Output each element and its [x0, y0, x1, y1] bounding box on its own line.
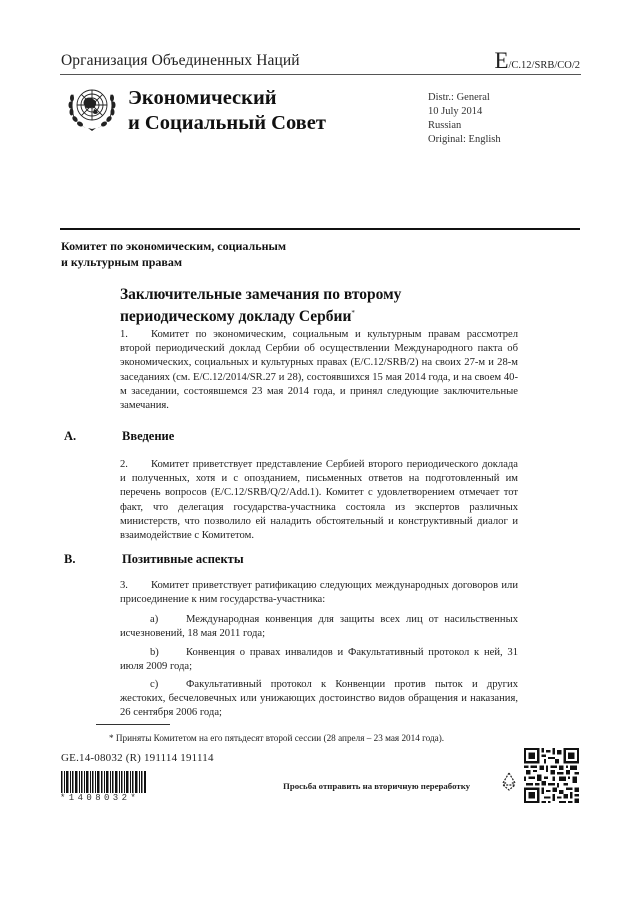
subparagraph-label: a) [150, 614, 159, 625]
section-title: Введение [122, 429, 175, 443]
recycle-icon [498, 770, 520, 792]
paragraph-number: 3. [120, 580, 128, 591]
job-number: GE.14-08032 (R) 191114 191114 [61, 752, 214, 764]
title-line-2: периодическому докладу Сербии [120, 308, 352, 326]
symbol-code: /C.12/SRB/CO/2 [508, 60, 580, 71]
paragraph-1 [120, 328, 518, 413]
symbol-letter: E [494, 48, 509, 73]
footnote-rule [96, 724, 170, 725]
barcode-number: *1408032* [60, 793, 140, 803]
paragraph-3c [120, 678, 518, 721]
paragraph-text: Комитет приветствует ратификацию следующих международных договоров или присоединение к ним государства-участника: [120, 580, 518, 606]
paragraph-3 [120, 579, 518, 607]
recycle-notice: Просьба отправить на вторичную переработку [283, 781, 471, 791]
section-letter: A. [64, 429, 77, 443]
distribution-type: Distr.: General [428, 92, 490, 103]
paragraph-number: 1. [120, 329, 128, 340]
paragraph-text: Комитет по экономическим, социальным и культурным правам рассмотрел второй периодический доклад Сербии об осуществлении Международного пакта об экономических, социальных и культурных правах (E/C.12/SRB/2) на своих 27-м и 28-м заседаниях (см. E/C.12/2014/SR.27 и 28), состоявшихся 15 мая 2014 года, и на своем 40-м заседании, состоявшемся 23 мая 2014 года, и принял следующие заключительные замечания. [120, 329, 518, 412]
qr-code-icon [524, 748, 579, 803]
subparagraph-label: c) [150, 679, 159, 690]
document-symbol [494, 48, 580, 74]
thick-divider [60, 228, 580, 230]
un-emblem-icon [66, 82, 118, 134]
original-language: Original: English [428, 134, 501, 145]
paragraph-3a [120, 613, 518, 641]
subparagraph-label: b) [150, 647, 159, 658]
section-heading-a [61, 429, 174, 444]
title-line-1: Заключительные замечания по второму [120, 286, 402, 303]
paragraph-2 [120, 458, 518, 543]
council-line-2: и Социальный Совет [128, 112, 326, 134]
barcode-icon [61, 771, 146, 793]
document-title [120, 285, 401, 326]
document-date: 10 July 2014 [428, 106, 483, 117]
section-heading-b [61, 552, 244, 567]
paragraph-text: Комитет приветствует представление Сербией второго периодического доклада и полученных, хотя и с опозданием, письменных ответов на подготовленный им перечень вопросов (E/C.12/SRB/Q/2/Add.1). Комитет с удовлетворением отмечает тот факт, что делегация государства-участника состояла из экспертов различных министерств, что позволило ей наладить обстоятельный и конструктивный диалог и взаимодействие с Комитетом. [120, 459, 518, 542]
organization-name: Организация Объединенных Наций [61, 52, 300, 69]
council-line-1: Экономический [128, 87, 277, 109]
section-letter: B. [64, 552, 76, 566]
distribution-block [428, 91, 501, 147]
subparagraph-text: Конвенция о правах инвалидов и Факультативный протокол к ней, 31 июля 2009 года; [120, 647, 518, 673]
document-language: Russian [428, 120, 462, 131]
paragraph-number: 2. [120, 459, 128, 470]
footnote: * Приняты Комитетом на его пятьдесят второй сессии (28 апреля – 23 мая 2014 года). [109, 733, 445, 743]
section-title: Позитивные аспекты [122, 552, 244, 566]
committee-name [61, 238, 286, 270]
committee-line-1: Комитет по экономическим, социальным [61, 239, 287, 253]
subparagraph-text: Международная конвенция для защиты всех лиц от насильственных исчезновений, 18 мая 2011 года; [120, 614, 518, 640]
paragraph-3b [120, 646, 518, 674]
title-footnote-marker: * [351, 309, 355, 317]
committee-line-2: и культурным правам [61, 255, 183, 269]
subparagraph-text: Факультативный протокол к Конвенции против пыток и других жестоких, бесчеловечных или унижающих достоинство видов обращения и наказания, 26 сентября 2006 года; [120, 679, 518, 719]
header-rule [60, 74, 581, 75]
council-name [128, 86, 326, 136]
